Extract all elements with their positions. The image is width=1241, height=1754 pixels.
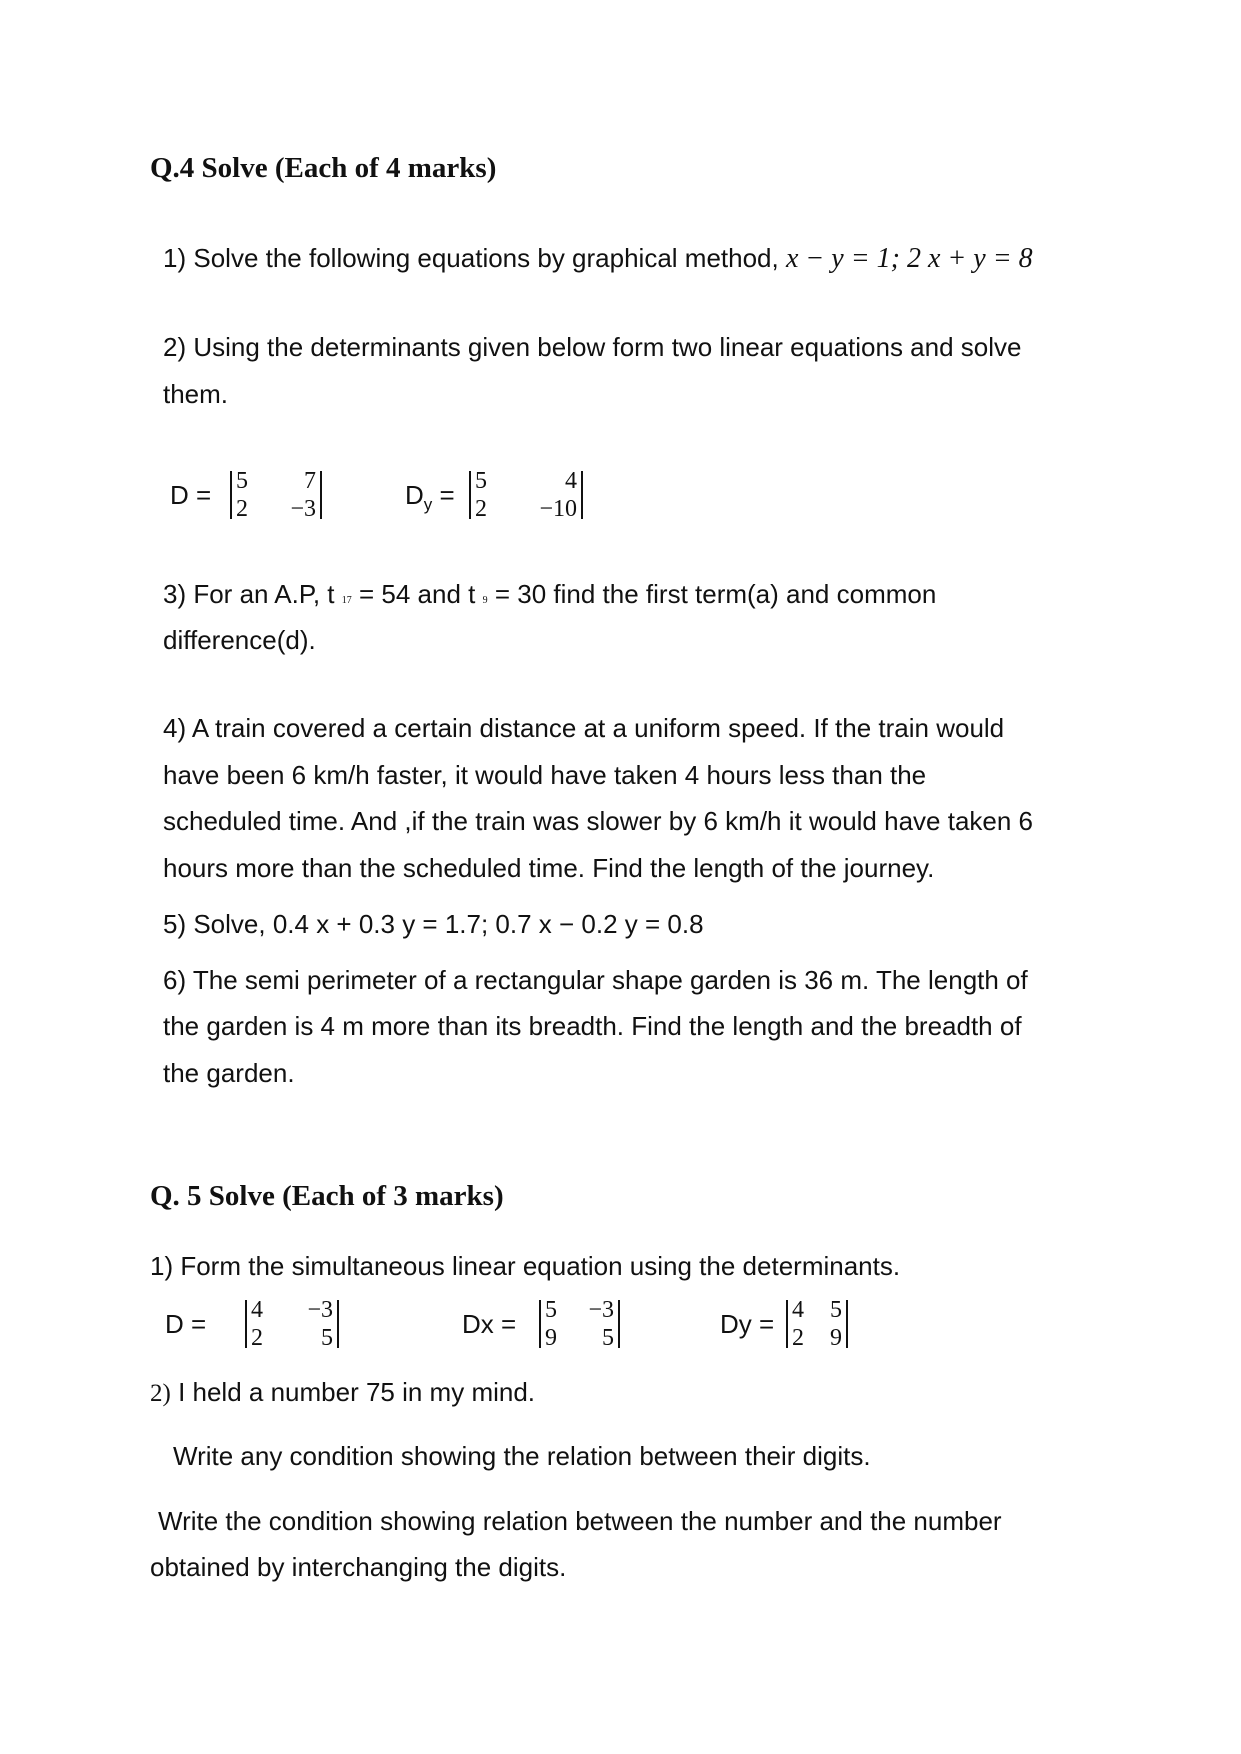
determinant-cell-d: 9: [830, 1325, 842, 1351]
q5-item-2-line-2: Write any condition showing the relation between their digits.: [173, 1441, 871, 1471]
q4-item-1-text: Solve the following equations by graphical method,: [193, 243, 779, 273]
determinant-label: D =: [165, 1309, 207, 1339]
q4-item-4-line-3: scheduled time. And ,if the train was slower by 6 km/h it would have taken 6: [163, 806, 1034, 836]
determinant-label: Dy =: [720, 1309, 775, 1339]
determinant-left-bar: [245, 1300, 247, 1348]
q4-item-4-line-2: have been 6 km/h faster, it would have taken 4 hours less than the: [163, 760, 927, 790]
determinant-cell-b: −3: [307, 1297, 333, 1323]
q4-item-5: 5) Solve, 0.4 x + 0.3 y = 1.7; 0.7 x − 0.2 y = 0.8: [163, 909, 704, 939]
q5-determinant-d: [165, 1294, 355, 1354]
q4-item-6-line-3: the garden.: [163, 1058, 295, 1088]
determinant-cell-b: 5: [830, 1297, 842, 1323]
determinant-cell-d: 5: [602, 1325, 614, 1351]
q4-determinant-dy: [405, 465, 595, 525]
q4-item-6-line-2: the garden is 4 m more than its breadth. Find the length and the breadth of: [163, 1011, 1022, 1041]
q5-item-1: 1) Form the simultaneous linear equation using the determinants.: [150, 1251, 901, 1281]
determinant-cell-c: 2: [236, 496, 248, 522]
q4-item-3-text-a: 3) For an A.P, t: [163, 579, 335, 609]
determinant-cell-d: −3: [290, 496, 316, 522]
q4-item-2-line-1: 2) Using the determinants given below form two linear equations and solve: [163, 332, 1022, 362]
determinant-right-bar: [320, 471, 322, 519]
q4-item-1-equation: x − y = 1; 2 x + y = 8: [785, 243, 1033, 274]
determinant-right-bar: [581, 471, 583, 519]
q5-item-2-line-3: Write the condition showing relation between the number and the number: [158, 1506, 1002, 1536]
q4-item-1: [163, 243, 1033, 275]
determinant-left-bar: [230, 471, 232, 519]
determinant-cell-b: −3: [588, 1297, 614, 1323]
determinant-label-subscript: y: [423, 495, 433, 515]
determinant-cell-d: 5: [321, 1325, 333, 1351]
determinant-cell-a: 5: [475, 468, 487, 494]
q4-item-3-text-b: = 54 and t: [358, 579, 476, 609]
q5-item-2-number: 2): [150, 1380, 171, 1407]
determinant-cell-a: 5: [545, 1297, 557, 1323]
determinant-cell-a: 4: [792, 1297, 804, 1323]
q4-heading: Q.4 Solve (Each of 4 marks): [150, 152, 497, 184]
q4-item-2-line-2: them.: [163, 379, 229, 409]
determinant-left-bar: [469, 471, 471, 519]
q4-item-3-subscript-2: 9: [482, 595, 488, 606]
determinant-cell-c: 2: [475, 496, 487, 522]
q4-item-3-subscript-1: 17: [341, 595, 352, 606]
determinant-left-bar: [786, 1300, 788, 1348]
q5-determinant-dx: [462, 1294, 632, 1354]
determinant-cell-c: 2: [251, 1325, 263, 1351]
determinant-cell-d: −10: [539, 496, 577, 522]
determinant-cell-b: 4: [565, 468, 577, 494]
q5-determinant-dy: [720, 1294, 870, 1354]
determinant-label: Dx =: [462, 1309, 517, 1339]
q4-item-6-line-1: 6) The semi perimeter of a rectangular shape garden is 36 m. The length of: [163, 965, 1028, 995]
q4-item-4-line-1: 4) A train covered a certain distance at a uniform speed. If the train would: [163, 713, 1005, 743]
q4-determinant-d: [170, 465, 330, 525]
q4-item-1-number: 1): [163, 243, 187, 273]
q5-heading: Q. 5 Solve (Each of 3 marks): [150, 1180, 504, 1212]
determinant-right-bar: [846, 1300, 848, 1348]
q5-item-2-line-4: obtained by interchanging the digits.: [150, 1552, 567, 1582]
determinant-cell-a: 4: [251, 1297, 263, 1323]
determinant-cell-c: 9: [545, 1325, 557, 1351]
determinant-right-bar: [618, 1300, 620, 1348]
determinant-right-bar: [337, 1300, 339, 1348]
determinant-label: $D_y$ =: [405, 480, 455, 515]
q5-item-2-line-1: [150, 1377, 535, 1408]
determinant-label: D =: [170, 480, 212, 510]
q5-item-2-text: I held a number 75 in my mind.: [178, 1377, 536, 1407]
determinant-cell-b: 7: [304, 468, 316, 494]
determinant-cell-c: 2: [792, 1325, 804, 1351]
q4-item-3-line-1: [163, 579, 936, 610]
q4-item-4-line-4: hours more than the scheduled time. Find the length of the journey.: [163, 853, 935, 883]
q4-item-3-line-2: difference(d).: [163, 625, 316, 655]
q4-item-3-text-c: = 30 find the first term(a) and common: [494, 579, 937, 609]
determinant-left-bar: [539, 1300, 541, 1348]
determinant-cell-a: 5: [236, 468, 248, 494]
